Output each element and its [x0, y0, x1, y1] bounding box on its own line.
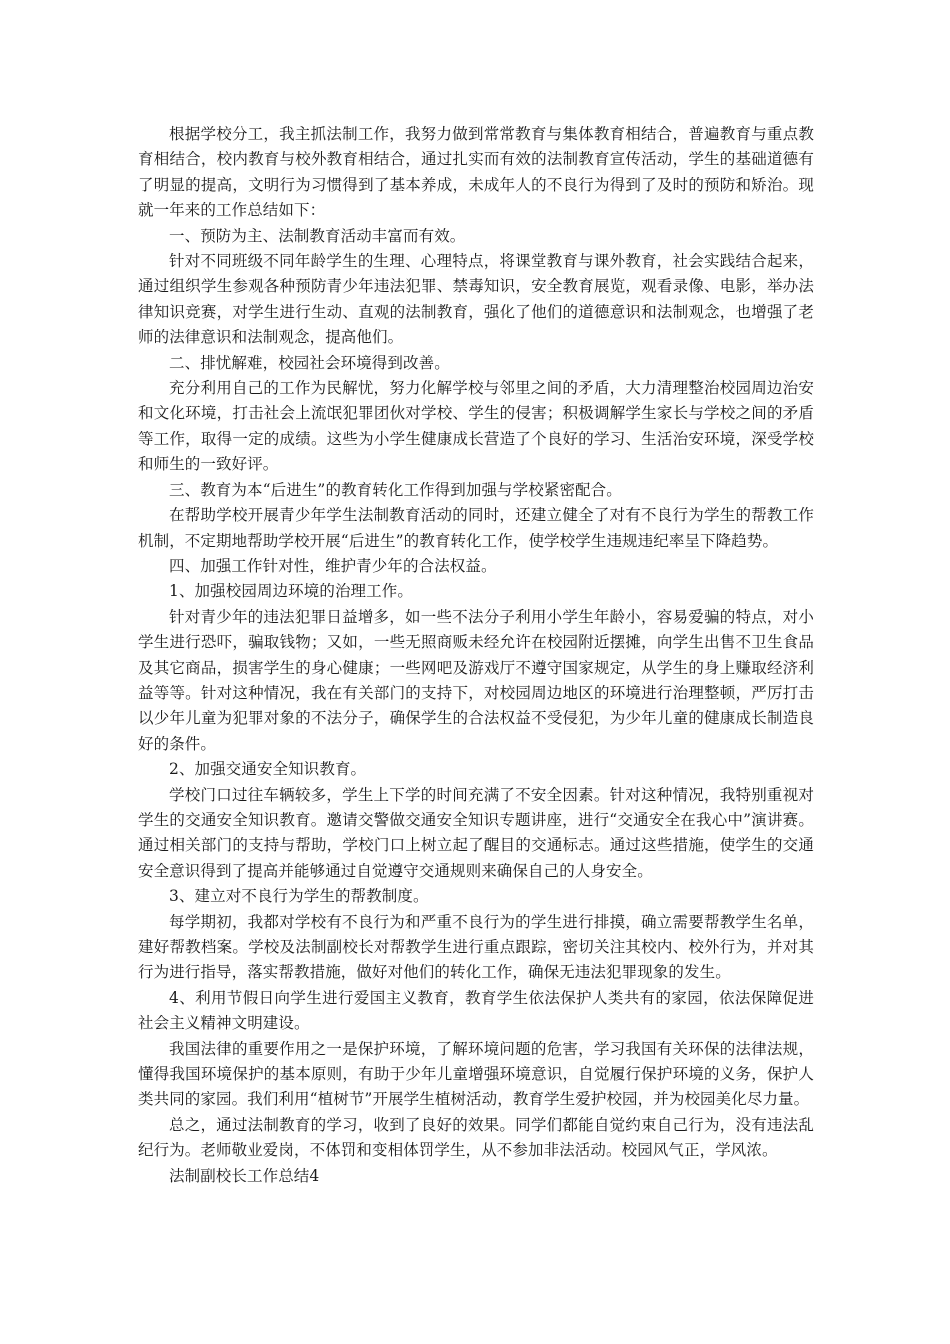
section-heading-3: 三、教育为本“后进生”的教育转化工作得到加强与学校紧密配合。	[169, 480, 622, 499]
paragraph: 充分利用自己的工作为民解忧，努力化解学校与邻里之间的矛盾，大力清理整治校园周边治安和文化环境，打击社会上流氓犯罪团伙对学校、学生的侵害；积极调解学生家长与学校之间的矛盾等工作，取得一定的成绩。这些为小学生健康成长营造了个良好的学习、生活治安环境，深受学校和师生的一致好评。	[138, 379, 814, 474]
paragraph: 每学期初，我都对学校有不良行为和严重不良行为的学生进行排摸，确立需要帮教学生名单，建好帮教档案。学校及法制副校长对帮教学生进行重点跟踪，密切关注其校内、校外行为，并对其行为进行指导，落实帮教措施，做好对他们的转化工作，确保无违法犯罪现象的发生。	[138, 912, 814, 982]
paragraph: 针对不同班级不同年龄学生的生理、心理特点，将课堂教育与课外教育，社会实践结合起来，通过组织学生参观各种预防青少年违法犯罪、禁毒知识，安全教育展览，观看录像、电影，举办法律知识竞赛，对学生进行生动、直观的法制教育，强化了他们的道德意识和法制观念，也增强了老师的法律意识和法制观念，提高他们。	[138, 252, 814, 347]
paragraph-intro: 根据学校分工，我主抓法制工作，我努力做到常常教育与集体教育相结合，普遍教育与重点教育相结合，校内教育与校外教育相结合，通过扎实而有效的法制教育宣传活动，学生的基础道德有了明显的提高，文明行为习惯得到了基本养成，未成年人的不良行为得到了及时的预防和矫治。现就一年来的工作总结如下：	[138, 125, 814, 220]
subheading-3: 3、建立对不良行为学生的帮教制度。	[169, 887, 429, 906]
subheading-4: 4、利用节假日向学生进行爱国主义教育，教育学生依法保护人类共有的家园，依法保障促进社会主义精神文明建设。	[138, 988, 814, 1033]
section-heading-1: 一、预防为主、法制教育活动丰富而有效。	[169, 226, 466, 245]
paragraph-conclusion: 总之，通过法制教育的学习，收到了良好的效果。同学们都能自觉约束自己行为，没有违法乱纪行为。老师敬业爱岗，不体罚和变相体罚学生，从不参加非法活动。校园风气正，学风浓。	[138, 1115, 814, 1160]
next-document-title: 法制副校长工作总结4	[169, 1166, 320, 1185]
document-body	[138, 122, 814, 1189]
paragraph: 在帮助学校开展青少年学生法制教育活动的同时，还建立健全了对有不良行为学生的帮教工作机制，不定期地帮助学校开展“后进生”的教育转化工作，使学校学生违规违纪率呈下降趋势。	[138, 506, 814, 550]
section-heading-4: 四、加强工作针对性，维护青少年的合法权益。	[169, 556, 497, 575]
paragraph: 学校门口过往车辆较多，学生上下学的时间充满了不安全因素。针对这种情况，我特别重视对学生的交通安全知识教育。邀请交警做交通安全知识专题讲座，进行“交通安全在我心中”演讲赛。通过相关部门的支持与帮助，学校门口上树立起了醒目的交通标志。通过这些措施，使学生的交通安全意识得到了提高并能够通过自觉遵守交通规则来确保自己的人身安全。	[138, 785, 814, 880]
subheading-2: 2、加强交通安全知识教育。	[169, 760, 367, 779]
section-heading-2: 二、排忧解难，校园社会环境得到改善。	[169, 353, 450, 372]
subheading-1: 1、加强校园周边环境的治理工作。	[169, 582, 413, 601]
paragraph: 针对青少年的违法犯罪日益增多，如一些不法分子利用小学生年龄小，容易爱骗的特点，对小学生进行恐吓，骗取钱物；又如，一些无照商贩未经允许在校园附近摆摊，向学生出售不卫生食品及其它商品，损害学生的身心健康；一些网吧及游戏厅不遵守国家规定，从学生的身上赚取经济利益等等。针对这种情况，我在有关部门的支持下，对校园周边地区的环境进行治理整顿，严厉打击以少年儿童为犯罪对象的不法分子，确保学生的合法权益不受侵犯，为少年儿童的健康成长制造良好的条件。	[138, 607, 814, 753]
paragraph: 我国法律的重要作用之一是保护环境，了解环境问题的危害，学习我国有关环保的法律法规，懂得我国环境保护的基本原则，有助于少年儿童增强环境意识，自觉履行保护环境的义务，保护人类共同的家园。我们利用“植树节”开展学生植树活动，教育学生爱护校园，并为校园美化尽力量。	[138, 1039, 814, 1109]
